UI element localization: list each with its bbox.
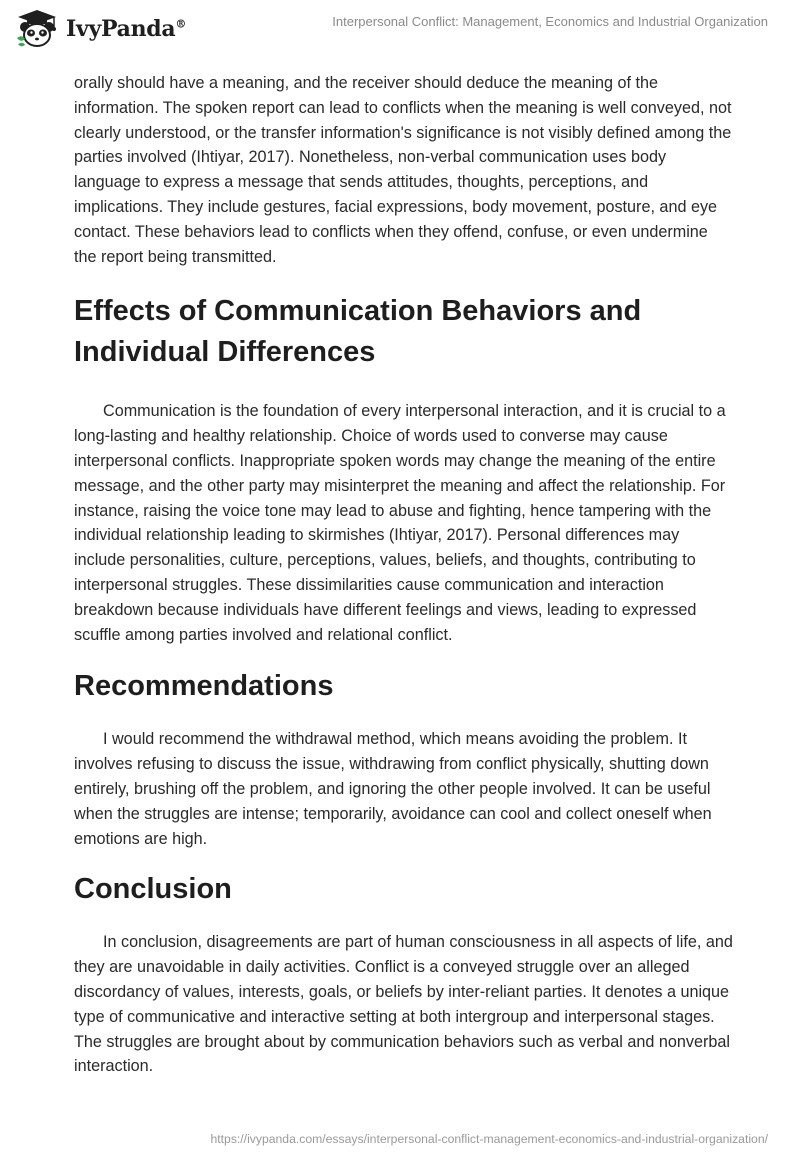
section-paragraph-effects: Communication is the foundation of every interpersonal interaction, and it is crucial to a long-lasting and healthy relationship. Choice of words used to converse may cause interpersonal conflicts. Inappropriate spoken words may change the meaning of the entire message, and the other party may misinterpret the meaning and affect the relationship. For instance, raising the voice tone may lead to abuse and fighting, hence tampering with the individual relationship leading to skirmishes (Ihtiyar, 2017). Personal differences may include personalities, culture, perceptions, values, beliefs, and thoughts, contributing to interpersonal struggles. These dissimilarities cause communication and interaction breakdown because individuals have different feelings and views, leading to expressed scuffle among parties involved and relational conflict.: [74, 402, 726, 644]
document-title: Interpersonal Conflict: Management, Economics and Industrial Organization: [332, 14, 768, 29]
section-heading-conclusion: Conclusion: [74, 873, 232, 906]
intro-paragraph: orally should have a meaning, and the receiver should deduce the meaning of the information. The spoken report can lead to conflicts when the meaning is well conveyed, not clearly understood, or the transfer information's significance is not visibly defined among the parties involved (Ihtiyar, 2017). Nonetheless, non-verbal communication uses body language to express a message that sends attitudes, thoughts, perceptions, and implications. They include gestures, facial expressions, body movement, posture, and eye contact. These behaviors lead to conflicts when they offend, confuse, or even undermine the report being transmitted.: [74, 74, 732, 266]
section-paragraph-recommendations: I would recommend the withdrawal method, which means avoiding the problem. It involves refusing to discuss the issue, withdrawing from conflict physically, shutting down entirely, brushing off the problem, and ignoring the other people involved. It can be useful when the struggles are intense; temporarily, avoidance can cool and collect oneself when emotions are high.: [74, 730, 712, 848]
page-header: [0, 0, 800, 62]
logo-wordmark: [66, 16, 186, 42]
source-url-link[interactable]: https://ivypanda.com/essays/interpersonal-conflict-management-economics-and-industrial-organization/: [210, 1132, 768, 1146]
registered-mark: ®: [175, 17, 187, 31]
panda-mascot-icon: [14, 8, 60, 50]
logo-name: IvyPanda: [66, 16, 176, 42]
ivypanda-logo[interactable]: [14, 8, 186, 50]
section-paragraph-conclusion: In conclusion, disagreements are part of human consciousness in all aspects of life, and they are unavoidable in daily activities. Conflict is a conveyed struggle over an alleged discordancy of values, interests, goals, or beliefs by inter-reliant parties. It denotes a unique type of communicative and interactive setting at both intergroup and interpersonal stages. The struggles are brought about by communication behaviors such as verbal and nonverbal interaction.: [74, 933, 733, 1076]
essay-content: [74, 71, 734, 1079]
section-heading-effects: Effects of Communication Behaviors and Individual Differences: [74, 295, 642, 369]
section-heading-recommendations: Recommendations: [74, 670, 334, 703]
